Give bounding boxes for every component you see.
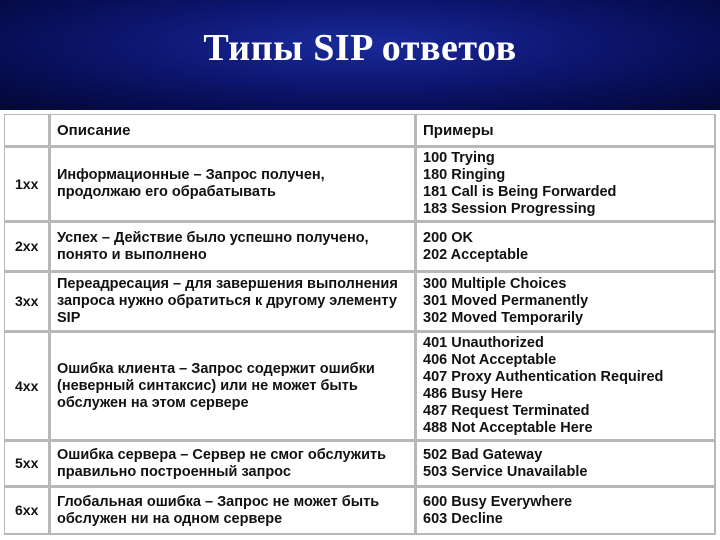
example-item: 183 Session Progressing [423,201,596,217]
header-code [4,114,50,147]
example-item: 202 Acceptable [423,246,529,263]
sip-responses-table-container [4,114,716,538]
response-class-code: 4xx [4,332,50,441]
example-item: 503 Service Unavailable [423,463,588,480]
example-item: 502 Bad Gateway [423,446,543,463]
example-item: 200 OK [423,229,473,246]
table-row-2xx [4,222,716,272]
response-class-code: 3xx [4,272,50,332]
response-examples [416,441,716,487]
response-class-code: 6xx [4,487,50,535]
response-class-description: Ошибка клиента – Запрос содержит ошибки (неверный синтаксис) или не может быть обслужен на этом сервере [50,332,416,441]
example-item: 301 Moved Permanently [423,293,589,309]
response-examples [416,332,716,441]
example-item: 181 Call is Being Forwarded [423,184,617,200]
example-item: 487 Request Terminated [423,403,590,419]
response-class-description: Успех – Действие было успешно получено, понято и выполнено [50,222,416,272]
response-class-description: Ошибка сервера – Сервер не смог обслужить правильно построенный запрос [50,441,416,487]
example-item: 180 Ringing [423,167,506,183]
example-item: 486 Busy Here [423,386,523,402]
example-item: 302 Moved Temporarily [423,310,584,326]
response-examples [416,147,716,222]
header-examples: Примеры [416,114,716,147]
example-item: 407 Proxy Authentication Required [423,369,664,385]
example-item: 100 Trying [423,150,495,166]
example-item: 488 Not Acceptable Here [423,420,593,436]
response-class-code: 5xx [4,441,50,487]
response-class-description: Глобальная ошибка – Запрос не может быть обслужен ни на одном сервере [50,487,416,535]
table-row-3xx [4,272,716,332]
page-title: Типы SIP ответов [203,27,517,69]
example-item: 603 Decline [423,510,503,527]
response-class-code: 2xx [4,222,50,272]
response-examples [416,487,716,535]
table-row-4xx [4,332,716,441]
table-row-6xx [4,487,716,535]
example-item: 300 Multiple Choices [423,276,567,292]
response-class-description: Переадресация – для завершения выполнения запроса нужно обратиться к другому элементу SIP [50,272,416,332]
table-row-5xx [4,441,716,487]
response-examples [416,222,716,272]
response-examples [416,272,716,332]
response-class-code: 1xx [4,147,50,222]
example-item: 406 Not Acceptable [423,352,557,368]
response-class-description: Информационные – Запрос получен, продолжаю его обрабатывать [50,147,416,222]
example-item: 401 Unauthorized [423,335,544,351]
sip-responses-table [4,114,716,535]
title-banner [0,0,720,110]
table-header-row [4,114,716,147]
header-description: Описание [50,114,416,147]
example-item: 600 Busy Everywhere [423,493,573,510]
table-row-1xx [4,147,716,222]
